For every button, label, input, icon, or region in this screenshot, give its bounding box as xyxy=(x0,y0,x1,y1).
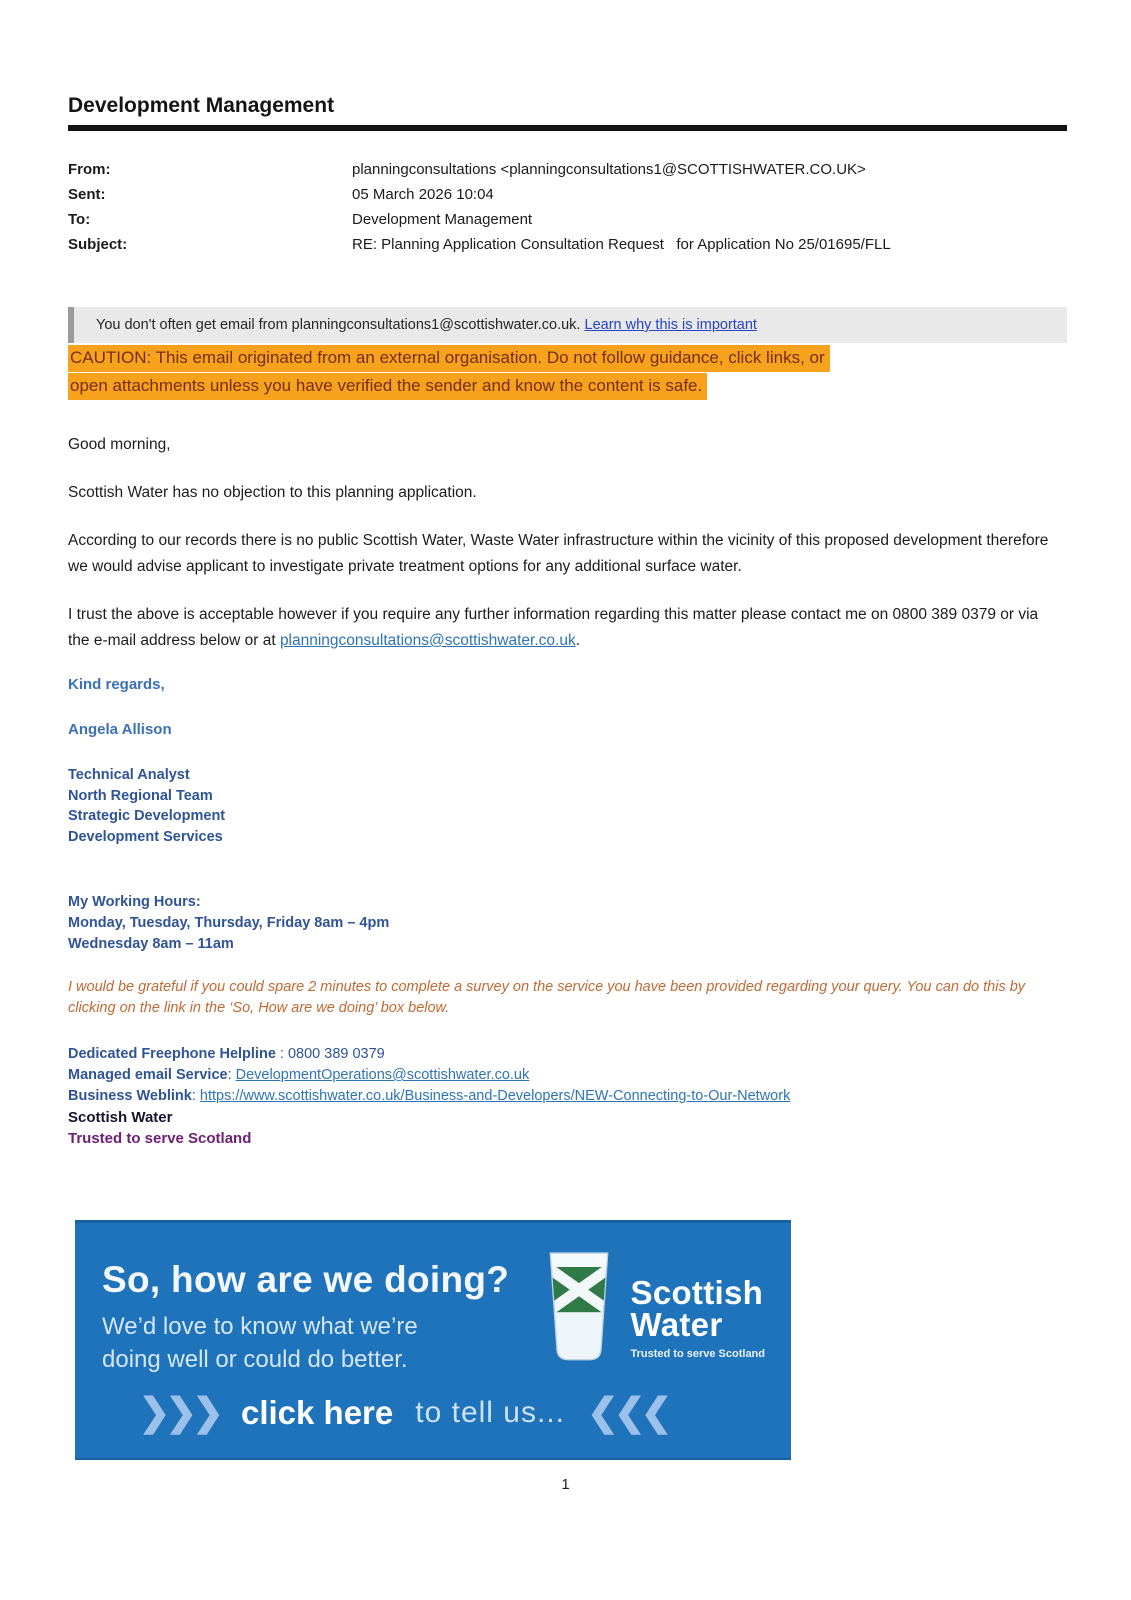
feedback-cta xyxy=(75,1394,731,1432)
planning-consultations-email-link[interactable]: planningconsultations@scottishwater.co.uk xyxy=(279,632,576,649)
title-rule xyxy=(68,125,1067,131)
development-operations-email-link[interactable]: DevelopmentOperations@scottishwater.co.uk xyxy=(235,1067,530,1083)
learn-why-link[interactable]: Learn why this is important xyxy=(584,317,757,333)
managed-email-row xyxy=(68,1065,1067,1086)
email-body xyxy=(68,432,1067,654)
click-here-link[interactable]: click here xyxy=(240,1394,394,1431)
scottish-water-logo xyxy=(537,1251,765,1363)
working-hours-wednesday: Wednesday 8am – 11am xyxy=(68,936,234,952)
sender-roles xyxy=(68,765,1067,847)
working-hours-title: My Working Hours: xyxy=(68,894,201,910)
scottish-water-wordmark xyxy=(630,1274,765,1360)
page-title: Development Management xyxy=(68,94,335,117)
paragraph-records: According to our records there is no public Scottish Water, Waste Water infrastructure within the vicinity of this proposed development therefore we would advise applicant to investigate private treatment options for any additional surface water. xyxy=(68,532,1049,575)
from-value: planningconsultations <planningconsultations1@SCOTTISHWATER.CO.UK> xyxy=(352,161,866,178)
first-contact-notice xyxy=(68,307,1067,343)
managed-email-separator: : xyxy=(227,1067,236,1083)
helpline-separator: : xyxy=(275,1046,288,1062)
field-sent xyxy=(68,182,1067,207)
email-header-fields xyxy=(68,157,1067,257)
survey-note: I would be grateful if you could spare 2 minutes to complete a survey on the service you have been provided regarding your query. You can do this by clicking on the link in the ‘So, How are we doing’ box below. xyxy=(68,979,1026,1016)
greeting: Good morning, xyxy=(68,436,171,453)
sent-label: Sent: xyxy=(68,186,106,203)
field-subject xyxy=(68,232,1067,257)
to-label: To: xyxy=(68,211,91,228)
water-glass-icon xyxy=(537,1251,621,1363)
helpline-row xyxy=(68,1044,1067,1065)
logo-word-scottish: Scottish xyxy=(630,1274,764,1311)
weblink-row xyxy=(68,1086,1067,1107)
from-label: From: xyxy=(68,161,111,178)
subject-value: RE: Planning Application Consultation Request for Application No 25/01695/FLL xyxy=(352,236,891,253)
first-contact-text: You don't often get email from planningconsultations1@scottishwater.co.uk. xyxy=(96,317,585,333)
field-to xyxy=(68,207,1067,232)
sender-name: Angela Allison xyxy=(68,721,172,738)
caution-line-2: open attachments unless you have verified the sender and know the content is safe. xyxy=(68,373,707,400)
signoff: Kind regards, xyxy=(68,676,165,693)
business-weblink[interactable]: https://www.scottishwater.co.uk/Business-and-Developers/NEW-Connecting-to-Our-Network xyxy=(199,1088,791,1104)
role-department: Strategic Development xyxy=(68,808,226,824)
role-title: Technical Analyst xyxy=(68,767,190,783)
paragraph-contact xyxy=(68,602,1053,654)
role-team: North Regional Team xyxy=(68,787,213,804)
to-value: Development Management xyxy=(352,211,533,228)
caution-line-1: CAUTION: This email originated from an external organisation. Do not follow guidance, click links, or xyxy=(68,345,830,372)
company-tagline: Trusted to serve Scotland xyxy=(68,1130,252,1147)
feedback-subtext xyxy=(102,1310,509,1376)
weblink-separator: : xyxy=(191,1088,200,1104)
role-services: Development Services xyxy=(68,828,223,845)
weblink-label: Business Weblink xyxy=(68,1088,192,1104)
subject-label: Subject: xyxy=(68,236,128,253)
sent-value: 05 March 2026 10:04 xyxy=(352,186,494,203)
field-from xyxy=(68,157,1067,182)
logo-word-water: Water xyxy=(630,1306,723,1343)
paragraph-contact-text: I trust the above is acceptable however if you require any further information regarding this matter please contact me on 0800 389 0379 or via the e-mail address below or at xyxy=(68,606,1039,649)
managed-email-label: Managed email Service xyxy=(68,1067,228,1083)
feedback-banner-text xyxy=(102,1259,509,1376)
feedback-subtext-line2: doing well or could do better. xyxy=(102,1346,408,1373)
paragraph-no-objection: Scottish Water has no objection to this planning application. xyxy=(68,484,477,501)
helpline-label: Dedicated Freephone Helpline xyxy=(68,1046,276,1062)
caution-banner xyxy=(68,345,1067,400)
page-number: 1 xyxy=(561,1476,570,1493)
logo-tagline: Trusted to serve Scotland xyxy=(630,1348,765,1360)
working-hours xyxy=(68,892,1067,955)
chevrons-left-icon: ❮❮❮ xyxy=(587,1392,668,1434)
cta-tell-us-text: to tell us... xyxy=(415,1396,565,1429)
working-hours-weekdays: Monday, Tuesday, Thursday, Friday 8am – 4pm xyxy=(68,915,390,931)
feedback-headline: So, how are we doing? xyxy=(102,1259,510,1300)
feedback-banner[interactable] xyxy=(75,1220,791,1460)
chevrons-right-icon: ❯❯❯ xyxy=(138,1392,219,1434)
company-name: Scottish Water xyxy=(68,1109,173,1126)
paragraph-contact-period: . xyxy=(575,632,581,649)
feedback-subtext-line1: We’d love to know what we’re xyxy=(102,1313,418,1340)
contact-block xyxy=(68,1044,1067,1107)
helpline-number: 0800 389 0379 xyxy=(287,1046,385,1062)
